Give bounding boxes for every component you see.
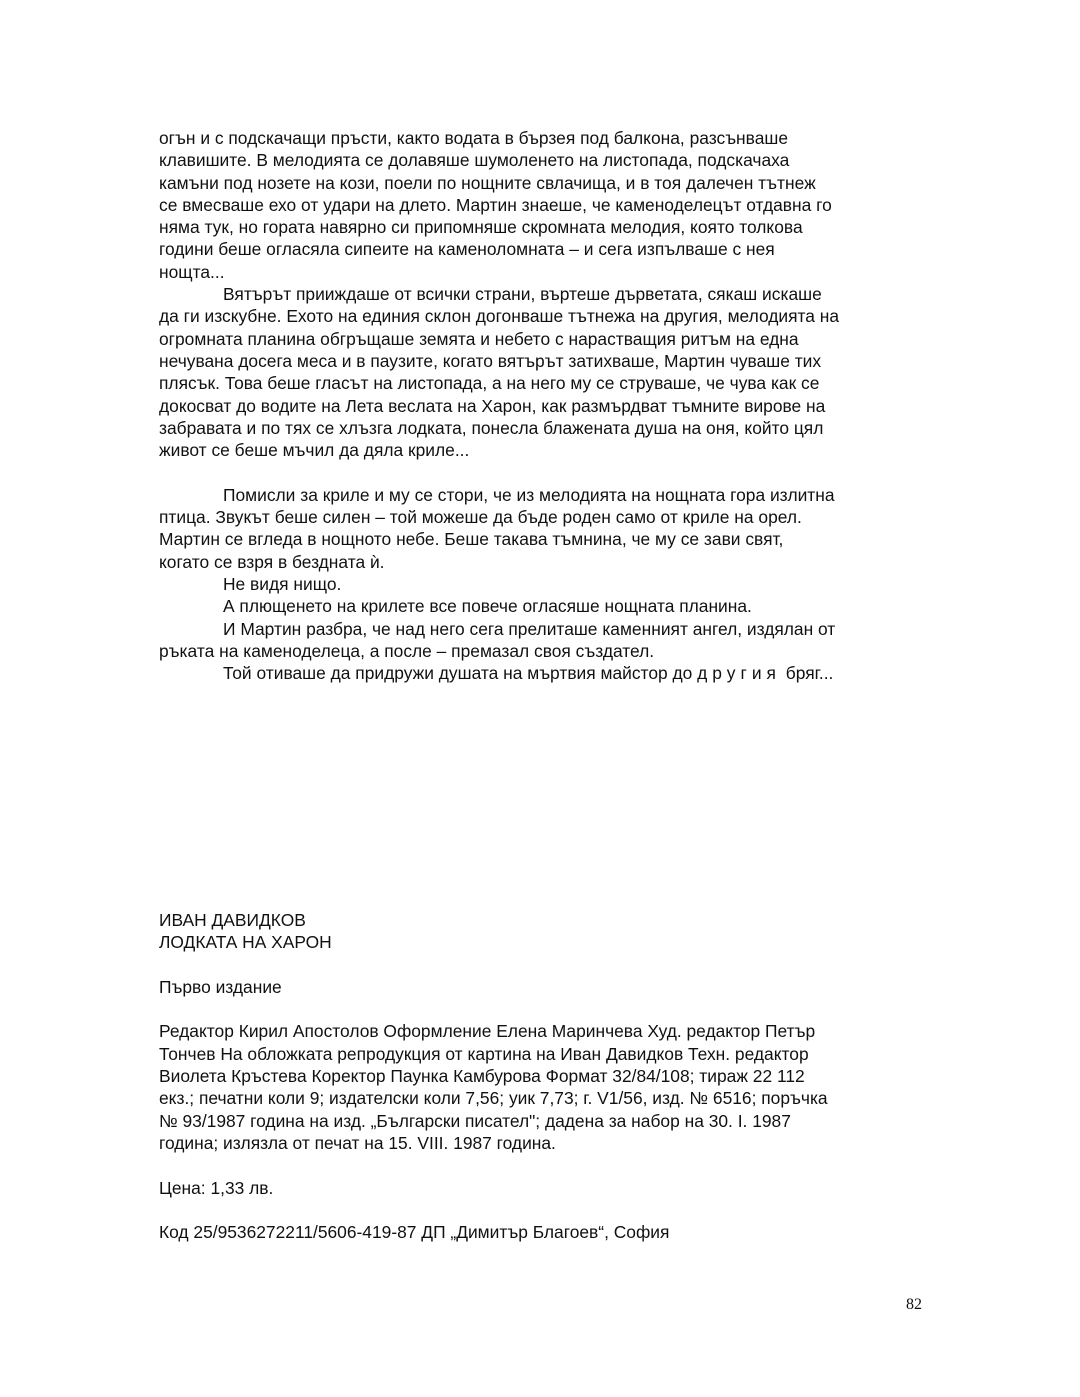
text-line: живот се беше мъчил да дяла криле...: [159, 440, 470, 461]
text-line: Вятърът прииждаше от всички страни, въртеше дърветата, сякаш искаше: [223, 284, 822, 305]
text-line: Мартин се вгледа в нощното небе. Беше такава тъмнина, че му се зави свят,: [159, 529, 784, 550]
text-line: ръката на каменоделеца, а после – премазал своя създател.: [159, 640, 655, 661]
blank-line: [159, 998, 929, 1020]
credits-line: Тончев На обложката репродукция от картина на Иван Давидков Техн. редактор: [159, 1043, 809, 1064]
print-code: Код 25/9536272211/5606-419-87 ДП „Димитър Благоев“, София: [159, 1222, 670, 1243]
paragraph-7-end: бряг...: [780, 663, 834, 684]
paragraph-5: А плющенето на крилете все повече огласяше нощната планина.: [223, 596, 752, 617]
paragraph-6: [159, 618, 929, 663]
book-title: ЛОДКАТА НА ХАРОН: [159, 932, 332, 953]
blank-line: [159, 461, 929, 483]
price: Цена: 1,33 лв.: [159, 1177, 274, 1198]
story-text: [159, 127, 929, 684]
edition: Първо издание: [159, 976, 282, 997]
text-line: да ги изскубне. Ехото на единия склон догонваше тътнежа на другия, мелодията на: [159, 306, 840, 327]
text-line: огромната планина обгръщаше земята и небето с нарастващия ритъм на една: [159, 328, 799, 349]
page-number: 82: [906, 1296, 922, 1313]
text-line: клавишите. В мелодията се долавяше шумоленето на листопада, подскачаха: [159, 150, 790, 171]
credits: [159, 1020, 929, 1154]
text-line: се вмесваше ехо от удари на длето. Мартин знаеше, че каменоделецът отдавна го: [159, 194, 832, 215]
text-line: докосват до водите на Лета веслата на Харон, как размърдват тъмните вирове на: [159, 395, 826, 416]
credits-line: Редактор Кирил Апостолов Оформление Елена Маринчева Худ. редактор Петър: [159, 1021, 816, 1042]
blank-line: [159, 1154, 929, 1176]
paragraph-4: Не видя нищо.: [223, 573, 342, 594]
text-line: Помисли за криле и му се стори, че из мелодията на нощната гора излитна: [223, 484, 835, 505]
credits-line: екз.; печатни коли 9; издателски коли 7,56; уик 7,73; г. V1/56, изд. № 6516; поръчка: [159, 1088, 828, 1109]
credits-line: № 93/1987 година на изд. „Български писател"; дадена за набор на 30. I. 1987: [159, 1110, 791, 1131]
text-line: нощта...: [159, 261, 225, 282]
credits-line: година; излязла от печат на 15. VIII. 1987 година.: [159, 1132, 556, 1153]
text-line: забравата и по тях се хлъзга лодката, понесла блажената душа на оня, който цял: [159, 417, 824, 438]
blank-line: [159, 1199, 929, 1221]
paragraph-3: [159, 484, 929, 573]
text-line: нечувана досега меса и в паузите, когато вятърът затихваше, Мартин чуваше тих: [159, 350, 822, 371]
text-line: няма тук, но гората навярно си припомняше скромната мелодия, която толкова: [159, 217, 803, 238]
text-line: камъни под нозете на кози, поели по нощните свлачища, и в тоя далечен тътнеж: [159, 172, 816, 193]
colophon: [159, 909, 929, 1243]
text-line: И Мартин разбра, че над него сега прелиташе каменният ангел, издялан от: [223, 618, 836, 639]
text-line: плясък. Това беше гласът на листопада, а на него му се струваше, че чува как се: [159, 373, 820, 394]
paragraph-7: [159, 662, 929, 684]
credits-line: Виолета Кръстева Коректор Паунка Камбурова Формат 32/84/108; тираж 22 112: [159, 1066, 805, 1087]
paragraph-1: [159, 127, 929, 283]
text-line: години беше огласяла сипеите на каменоломната – и сега изпълваше с нея: [159, 239, 775, 260]
text-line: птица. Звукът беше силен – той можеше да бъде роден само от криле на орел.: [159, 507, 802, 528]
blank-line: [159, 954, 929, 976]
paragraph-7-start: Той отиваше да придружи душата на мъртвия майстор до: [223, 663, 698, 684]
author-name: ИВАН ДАВИДКОВ: [159, 910, 306, 930]
spaced-word: другия: [697, 663, 781, 684]
paragraph-2: [159, 283, 929, 461]
text-line: когато се взря в бездната ѝ.: [159, 551, 385, 572]
text-line: огън и с подскачащи пръсти, както водата в бързея под балкона, разсънваше: [159, 128, 788, 148]
